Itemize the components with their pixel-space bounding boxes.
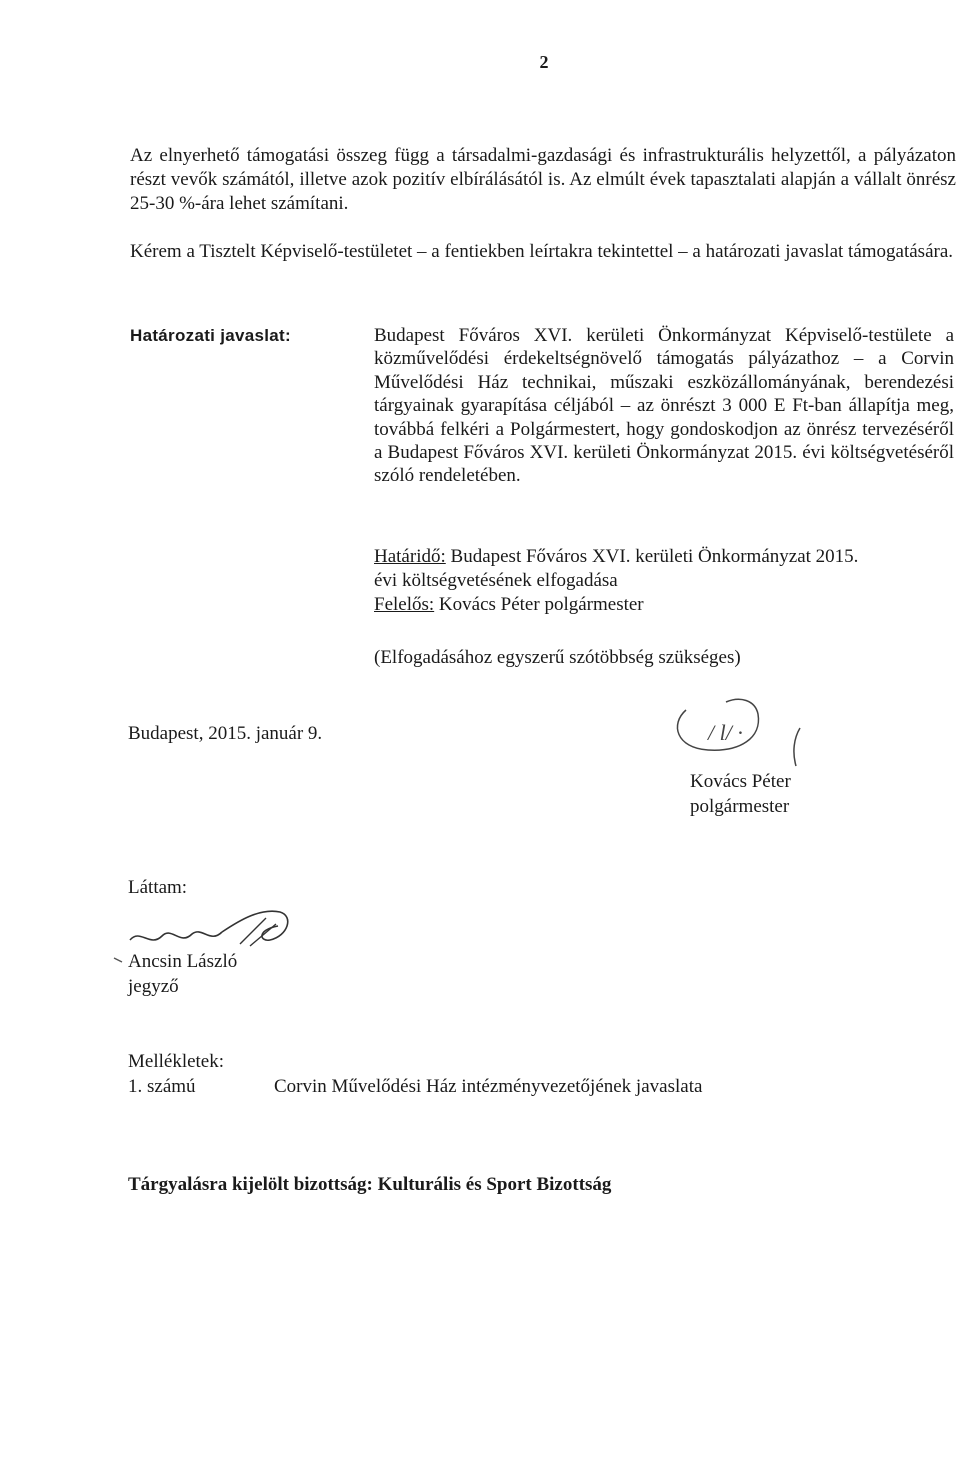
responsible-value: Kovács Péter polgármester bbox=[434, 594, 644, 615]
svg-text:/ l/ ·: / l/ · bbox=[708, 720, 743, 745]
deadline-label: Határidő: bbox=[374, 546, 446, 567]
deadline-line2: évi költségvetésének elfogadása bbox=[374, 570, 618, 591]
page-number: 2 bbox=[539, 52, 549, 72]
intro-paragraph: Az elnyerhető támogatási összeg függ a társadalmi-gazdasági és infrastrukturális helyzettől, a pályázaton részt vevők számától, illetve azok pozitív elbírálásától is. Az elmúlt évek tapasztalati alapján a vállalt önrész 25-30 %-ára lehet számítani. bbox=[130, 145, 956, 214]
mayor-name: Kovács Péter bbox=[690, 771, 791, 792]
mayor-title: polgármester bbox=[690, 796, 790, 817]
attachment-number: 1. számú bbox=[128, 1076, 196, 1097]
deadline-line1: Budapest Főváros XVI. kerületi Önkormányzat 2015. bbox=[445, 546, 859, 567]
attachment-description: Corvin Művelődési Ház intézményvezetőjének javaslata bbox=[274, 1076, 703, 1097]
date-line: Budapest, 2015. január 9. bbox=[128, 723, 323, 744]
request-paragraph: Kérem a Tisztelt Képviselő-testületet – a fentiekben leírtakra tekintettel – a határozati javaslat támogatására. bbox=[130, 241, 954, 262]
proposal-text: Budapest Főváros XVI. kerületi Önkormányzat Képviselő-testülete a közművelődési érdekeltségnövelő támogatás pályázathoz – a Corvin Művelődési Ház technikai, műszaki eszközállományának, berendezési tárgyainak gyarapítása céljából – az önrészt 3 000 E Ft-ban állapítja meg, továbbá felkéri a Polgármestert, hogy gondoskodjon az önrész tervezéséről a Budapest Főváros XVI. kerületi Önkormányzat 2015. évi költségvetéséről szóló rendeletében. bbox=[374, 325, 954, 487]
deadline-block bbox=[374, 545, 954, 617]
seen-label: Láttam: bbox=[128, 877, 188, 898]
notary-title: jegyző bbox=[128, 976, 179, 997]
proposal-label: Határozati javaslat: bbox=[130, 326, 291, 345]
committee-line: Tárgyalásra kijelölt bizottság: Kulturális és Sport Bizottság bbox=[128, 1174, 612, 1195]
majority-note: (Elfogadásához egyszerű szótöbbség szükséges) bbox=[374, 647, 741, 668]
attachments-label: Mellékletek: bbox=[128, 1051, 225, 1072]
notary-name: Ancsin László bbox=[128, 951, 238, 972]
mayor-signature-mark bbox=[650, 690, 810, 768]
responsible-label: Felelős: bbox=[374, 594, 435, 615]
